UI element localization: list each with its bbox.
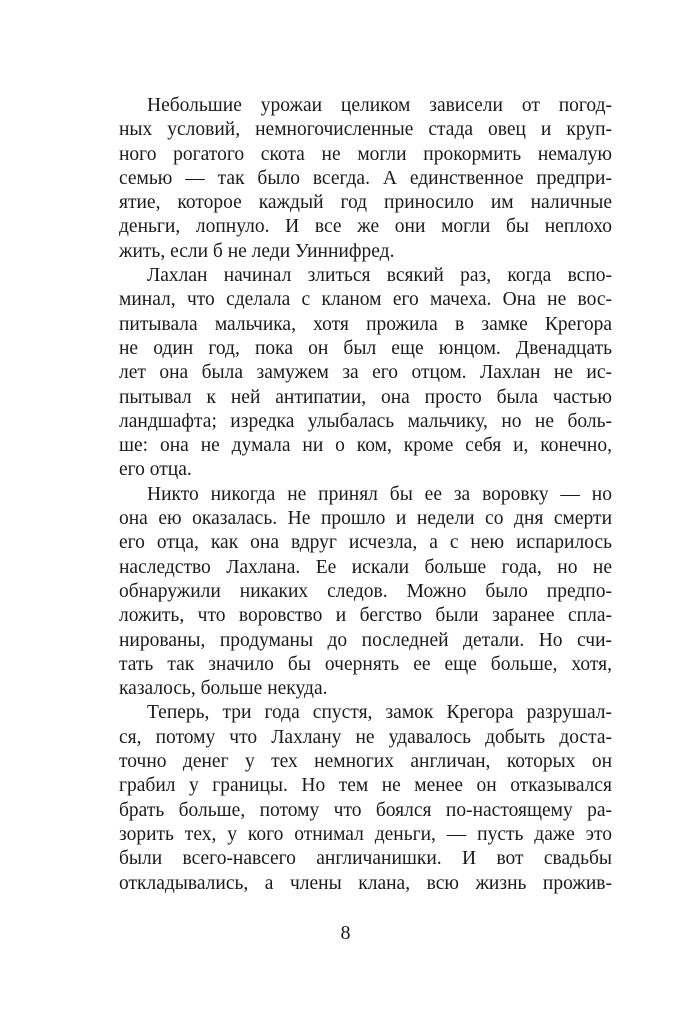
text-line: грабил у границы. Но тем не менее он отказывался	[119, 775, 612, 797]
text-line: казалось, больше некуда.	[119, 678, 328, 700]
paragraph-4	[119, 701, 612, 895]
text-line: тать так значило бы очернять ее еще больше, хотя,	[119, 653, 612, 675]
text-line: были всего-навсего англичанишки. И вот свадьбы	[119, 848, 612, 870]
text-line: откладывались, а члены клана, всю жизнь прожив-	[119, 872, 612, 894]
paragraph-1	[119, 94, 612, 264]
paragraph-2	[119, 264, 612, 483]
text-line: ного рогатого скота не могли прокормить немалую	[119, 143, 612, 165]
text-line: Теперь, три года спустя, замок Крегора разрушал-	[147, 702, 612, 724]
text-line: точно денег у тех немногих англичан, которых он	[119, 751, 612, 773]
text-line: его отца, как она вдруг исчезла, а с нею испарилось	[119, 532, 612, 554]
text-line: зорить тех, у кого отнимал деньги, — пусть даже это	[119, 823, 612, 845]
text-line: Небольшие урожаи целиком зависели от погод-	[147, 95, 612, 116]
text-line: пытывал к ней антипатии, она просто была частью	[119, 386, 612, 408]
page-number: 8	[340, 922, 351, 944]
text-line: нированы, продуманы до последней детали. Но счи-	[119, 629, 612, 651]
text-line: жить, если б не леди Уиннифред.	[119, 240, 395, 262]
paragraph-3	[119, 483, 612, 702]
text-line: наследство Лахлана. Ее искали больше года, но не	[119, 556, 612, 578]
body-text	[119, 94, 612, 896]
text-line: брать больше, потому что боялся по-настоящему ра-	[119, 799, 612, 821]
text-line: ше: она не думала ни о ком, кроме себя и, конечно,	[119, 435, 612, 457]
text-line: ятие, которое каждый год приносило им наличные	[119, 192, 612, 214]
text-line: минал, что сделала с кланом его мачеха. Она не вос-	[119, 289, 612, 311]
text-line: Никто никогда не принял бы ее за воровку — но	[147, 483, 612, 505]
text-line: лет она была замужем за его отцом. Лахлан не ис-	[119, 362, 612, 384]
text-line: она ею оказалась. Не прошло и недели со дня смерти	[119, 508, 612, 530]
text-line: питывала мальчика, хотя прожила в замке Крегора	[119, 313, 612, 335]
text-line: семью — так было всегда. А единственное предпри-	[119, 167, 612, 189]
text-line: не один год, пока он был еще юнцом. Двенадцать	[119, 337, 612, 359]
text-line: обнаружили никаких следов. Можно было предпо-	[119, 580, 612, 602]
text-line: ся, потому что Лахлану не удавалось добыть доста-	[119, 726, 612, 748]
text-line: ных условий, немногочисленные стада овец и круп-	[119, 119, 612, 141]
text-line: ложить, что воровство и бегство были заранее спла-	[119, 605, 612, 627]
text-line: ландшафта; изредка улыбалась мальчику, но не боль-	[119, 410, 612, 432]
text-line: его отца.	[119, 459, 192, 481]
text-line: деньги, лопнуло. И все же они могли бы неплохо	[119, 216, 612, 238]
text-line: Лахлан начинал злиться всякий раз, когда вспо-	[147, 265, 612, 287]
